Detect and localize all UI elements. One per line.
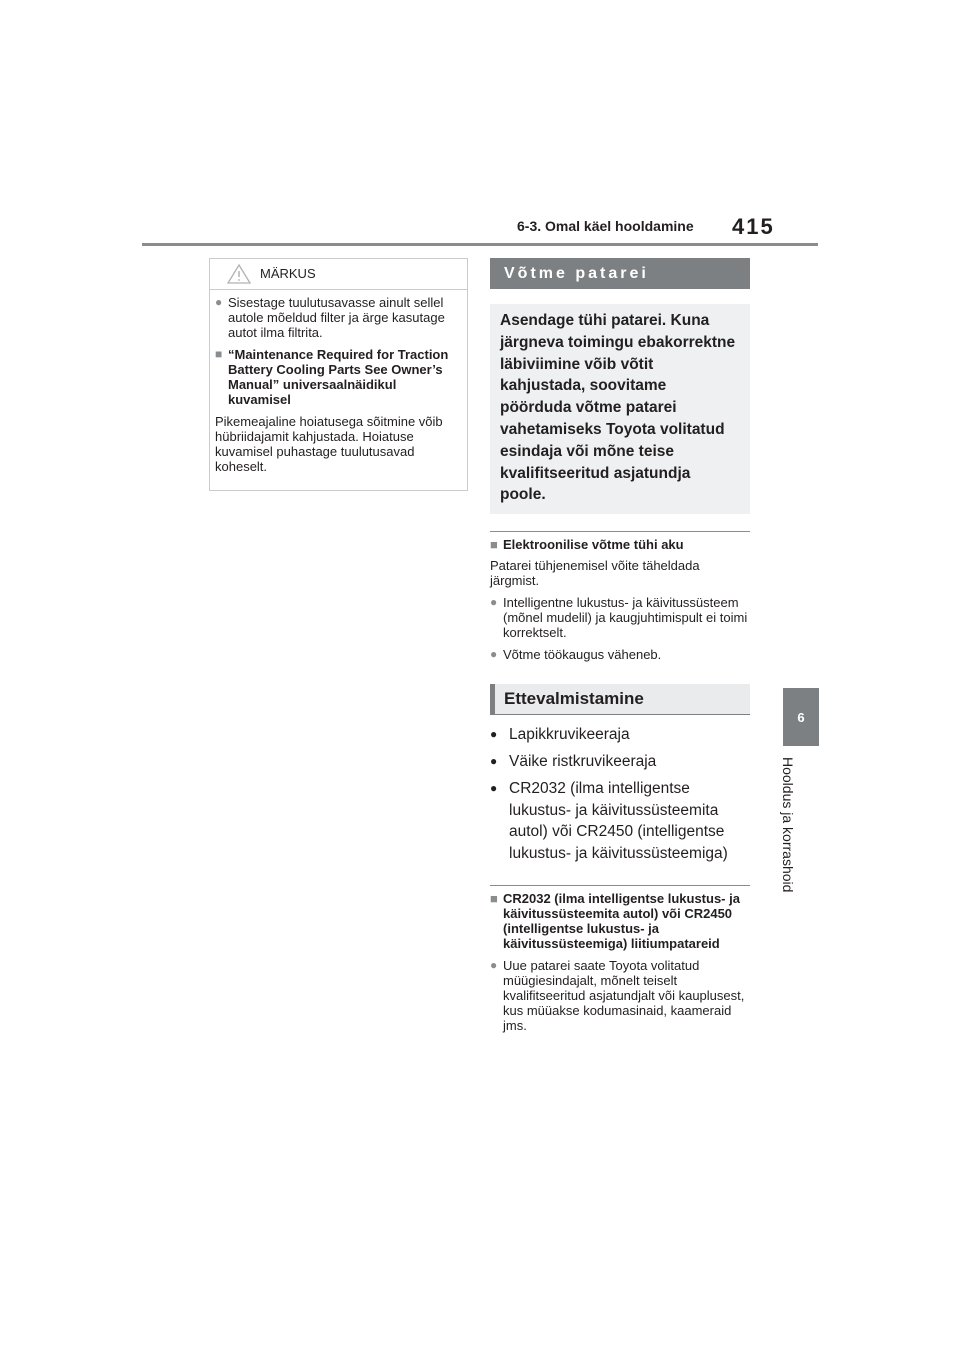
preparation-item-text: Lapikkruvikeeraja [509,726,630,744]
notice-body [215,295,455,474]
notice-item-text: Sisestage tuulutusavasse ainult sellel autole mõeldud filter ja ärge kasutage autot ilma filtrita. [228,295,445,340]
bullet-dot-icon: ● [490,780,498,795]
dead-battery-item-text: Intelligentne lukustus- ja käivitussüsteem (mõnel mudelil) ja kaugjuhtimispult ei toimi korrektselt. [503,595,748,641]
preparation-item [490,751,750,773]
dead-battery-item-text: Võtme töökaugus väheneb. [503,647,662,663]
preparation-banner: Ettevalmistamine [490,684,750,715]
lithium-heading [490,891,750,951]
square-bullet-icon: ■ [490,890,498,906]
lithium-item-text: Uue patarei saate Toyota volitatud müügiesindajalt, mõnelt teiselt kvalifitseeritud asjatundjalt või kauplusest, kus müüakse kodumasinaid, kaameraid jms. [503,957,745,1033]
right-column [490,258,750,1033]
bullet-dot-icon: ● [490,727,498,742]
dead-battery-heading-text: Elektroonilise võtme tühi aku [503,537,684,553]
warning-triangle-icon [227,264,251,284]
notice-paragraph: Pikemeajaline hoiatusega sõitmine võib hübriidajamit kahjustada. Hoiatuse kuvamisel puhastage tuulutusavad koheselt. [215,414,443,474]
dead-battery-text: Patarei tühjenemisel võite täheldada järgmist. [490,558,700,589]
dead-battery-item [490,595,750,640]
key-battery-intro: Asendage tühi patarei. Kuna järgneva toimingu ebakorrektne läbiviimine võib võtit kahjustada, soovitame pöörduda võtme patarei vahetamiseks Toyota volitatud esindaja või mõne teise kvalifitseeritud asjatundja poole. [490,304,750,514]
header-divider [142,243,818,246]
lithium-item [490,958,750,1033]
notice-subheading [215,347,455,407]
bullet-dot-icon: ● [490,647,498,662]
preparation-item [490,778,750,865]
section-divider [490,885,750,886]
square-bullet-icon: ■ [215,347,223,361]
dead-battery-item [490,647,750,662]
chapter-label-container [780,757,810,917]
preparation-item [490,724,750,746]
preparation-list [490,724,750,865]
bullet-dot-icon: ● [490,753,498,768]
notice-header [210,259,467,290]
notice-title: MÄRKUS [260,266,316,281]
preparation-item-text: CR2032 (ilma intelligentse lukustus- ja käivitussüsteemita autol) või CR2450 (intelligentse lukustus- ja käivitussüsteemiga) [509,779,728,863]
lithium-heading-text: CR2032 (ilma intelligentse lukustus- ja käivitussüsteemita autol) või CR2450 (intelligentse lukustus- ja käivitussüsteemiga) liitiumpatareid [503,890,740,951]
dead-battery-heading [490,537,750,552]
chapter-tab [783,688,819,746]
key-battery-banner: Võtme patarei [490,258,750,289]
bullet-dot-icon: ● [490,595,498,610]
bullet-dot-icon: ● [215,295,223,309]
notice-item [215,295,455,340]
square-bullet-icon: ■ [490,537,498,553]
preparation-item-text: Väike ristkruvikeeraja [509,752,657,770]
notice-subheading-text: “Maintenance Required for Traction Battery Cooling Parts See Owner’s Manual” universaalnäidikul kuvamisel [228,347,449,407]
page-number: 415 [732,214,775,239]
notice-box [209,258,468,491]
section-title: 6-3. Omal käel hooldamine [517,218,694,234]
chapter-label: Hooldus ja korrashoid [780,757,796,893]
bullet-dot-icon: ● [490,957,498,972]
chapter-number: 6 [797,709,805,725]
section-divider [490,531,750,532]
